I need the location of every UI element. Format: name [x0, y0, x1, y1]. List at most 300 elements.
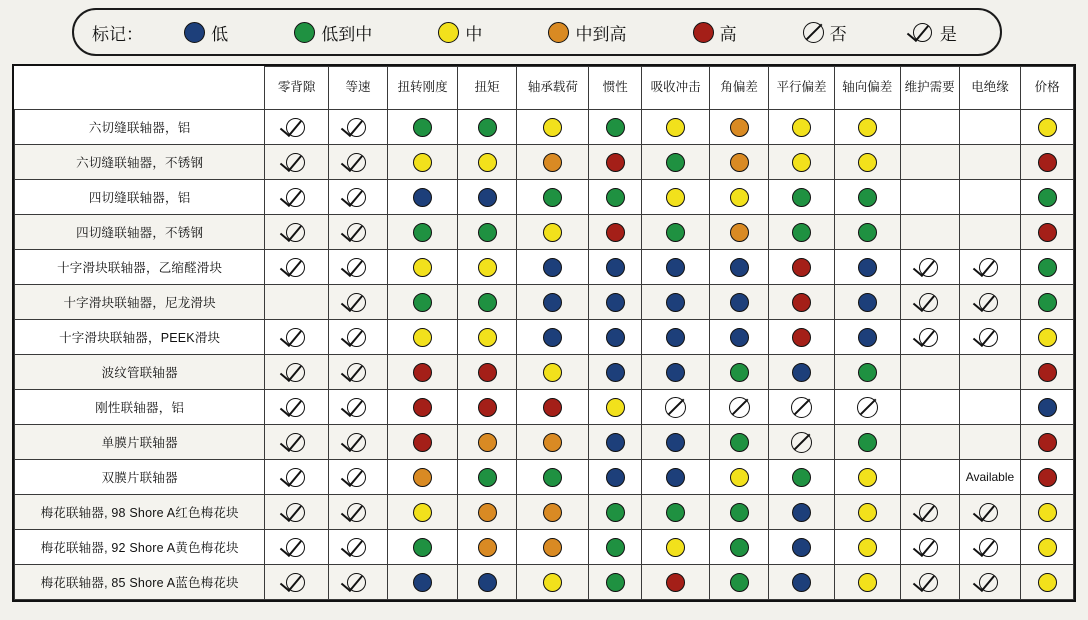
- cell-rating-low_mid: [834, 215, 900, 250]
- cell-empty: [959, 215, 1020, 250]
- cell-empty: [900, 460, 959, 495]
- rating-dot-icon: [413, 153, 432, 172]
- cell-rating-high: [388, 390, 458, 425]
- rating-dot-icon: [543, 328, 562, 347]
- yes-icon: [347, 327, 368, 348]
- yes-icon: [286, 537, 307, 558]
- rating-dot-icon: [858, 118, 877, 137]
- rating-dot-icon: [543, 363, 562, 382]
- table-row: [15, 320, 1074, 355]
- cell-rating-high: [769, 250, 835, 285]
- legend-item-label: 中到高: [575, 24, 627, 44]
- cell-empty: [959, 145, 1020, 180]
- cell-rating-low: [589, 250, 642, 285]
- cell-yes: [265, 390, 329, 425]
- cell-yes: [265, 250, 329, 285]
- rating-dot-icon: [792, 223, 811, 242]
- rating-dot-icon: [1038, 293, 1057, 312]
- rating-dot-icon: [413, 258, 432, 277]
- rating-dot-icon: [666, 538, 685, 557]
- cell-yes: [328, 285, 387, 320]
- column-header-3: 扭转刚度: [388, 67, 458, 110]
- legend-item-2: [438, 20, 482, 45]
- cell-rating-mid: [834, 530, 900, 565]
- cell-rating-mid_high: [517, 145, 589, 180]
- table-row: [15, 180, 1074, 215]
- yes-icon: [347, 432, 368, 453]
- cell-rating-mid: [1021, 530, 1074, 565]
- rating-dot-icon: [858, 188, 877, 207]
- no-icon: [803, 22, 824, 43]
- rating-dot-icon: [666, 503, 685, 522]
- table-row: [15, 565, 1074, 600]
- cell-rating-mid: [834, 110, 900, 145]
- empty-marker: [960, 110, 1020, 144]
- column-header-5: 轴承载荷: [517, 67, 589, 110]
- cell-empty: [900, 390, 959, 425]
- rating-dot-icon: [666, 153, 685, 172]
- column-header-8: 角偏差: [710, 67, 769, 110]
- cell-rating-low_mid: [1021, 250, 1074, 285]
- rating-dot-icon: [606, 328, 625, 347]
- rating-dot-icon: [413, 433, 432, 452]
- cell-yes: [265, 355, 329, 390]
- rating-dot-icon: [666, 433, 685, 452]
- cell-rating-mid_high: [517, 530, 589, 565]
- row-label: 四切缝联轴器，不锈钢: [15, 215, 265, 250]
- cell-yes: [328, 215, 387, 250]
- cell-rating-low: [642, 425, 710, 460]
- cell-rating-high: [589, 145, 642, 180]
- cell-yes: [900, 565, 959, 600]
- yes-icon: [979, 327, 1000, 348]
- cell-yes: [265, 460, 329, 495]
- cell-yes: [959, 495, 1020, 530]
- cell-yes: [328, 390, 387, 425]
- cell-rating-high: [1021, 215, 1074, 250]
- rating-dot-icon: [606, 573, 625, 592]
- table-row: [15, 530, 1074, 565]
- legend-item-label: 否: [829, 24, 847, 44]
- cell-rating-low_mid: [589, 565, 642, 600]
- cell-no: [710, 390, 769, 425]
- cell-rating-low_mid: [710, 495, 769, 530]
- cell-yes: [328, 460, 387, 495]
- cell-rating-low: [642, 285, 710, 320]
- cell-rating-low_mid: [388, 215, 458, 250]
- cell-rating-low: [769, 530, 835, 565]
- rating-dot-icon: [478, 398, 497, 417]
- row-label: 梅花联轴器, 92 Shore A黄色梅花块: [15, 530, 265, 565]
- yes-icon: [286, 397, 307, 418]
- rating-dot-icon: [792, 328, 811, 347]
- comparison-table: [14, 66, 1074, 600]
- table-body: [15, 110, 1074, 600]
- table-row: [15, 495, 1074, 530]
- column-header-9: 平行偏差: [769, 67, 835, 110]
- no-icon: [729, 397, 750, 418]
- yes-icon: [979, 537, 1000, 558]
- cell-rating-low: [642, 250, 710, 285]
- cell-rating-mid: [834, 565, 900, 600]
- cell-yes: [265, 180, 329, 215]
- cell-rating-high: [388, 425, 458, 460]
- rating-dot-icon: [1038, 223, 1057, 242]
- rating-dot-icon: [543, 293, 562, 312]
- cell-empty: [900, 145, 959, 180]
- table-row: [15, 250, 1074, 285]
- cell-rating-low_mid: [388, 110, 458, 145]
- cell-rating-low_mid: [769, 215, 835, 250]
- cell-rating-low_mid: [388, 530, 458, 565]
- cell-rating-mid_high: [710, 145, 769, 180]
- cell-yes: [265, 565, 329, 600]
- cell-rating-low: [769, 355, 835, 390]
- rating-dot-icon: [730, 363, 749, 382]
- cell-yes: [328, 425, 387, 460]
- rating-dot-icon: [606, 118, 625, 137]
- cell-rating-low_mid: [458, 110, 517, 145]
- cell-rating-low: [710, 285, 769, 320]
- rating-dot-icon: [413, 188, 432, 207]
- no-icon: [665, 397, 686, 418]
- cell-rating-low_mid: [458, 460, 517, 495]
- cell-rating-mid: [769, 145, 835, 180]
- cell-empty: [959, 425, 1020, 460]
- cell-rating-mid: [642, 180, 710, 215]
- yes-icon: [979, 292, 1000, 313]
- rating-dot-icon: [730, 293, 749, 312]
- row-label: 六切缝联轴器，不锈钢: [15, 145, 265, 180]
- table-row: [15, 460, 1074, 495]
- row-label: 梅花联轴器, 98 Shore A红色梅花块: [15, 495, 265, 530]
- cell-rating-mid: [388, 250, 458, 285]
- rating-dot-icon: [858, 538, 877, 557]
- legend-item-4: [693, 20, 737, 45]
- rating-dot-icon: [730, 328, 749, 347]
- cell-yes: [265, 530, 329, 565]
- cell-rating-low: [388, 180, 458, 215]
- row-label: 十字滑块联轴器，乙缩醛滑块: [15, 250, 265, 285]
- cell-rating-high: [458, 355, 517, 390]
- yes-icon: [286, 117, 307, 138]
- rating-dot-icon: [1038, 258, 1057, 277]
- rating-dot-icon: [543, 223, 562, 242]
- rating-dot-icon: [606, 433, 625, 452]
- rating-dot-icon: [792, 468, 811, 487]
- rating-dot-icon: [1038, 433, 1057, 452]
- empty-marker: [901, 355, 959, 389]
- cell-rating-mid_high: [458, 495, 517, 530]
- cell-rating-low_mid: [710, 530, 769, 565]
- no-icon: [791, 432, 812, 453]
- legend-dot-icon: [294, 22, 315, 43]
- cell-rating-low: [517, 285, 589, 320]
- yes-icon: [919, 572, 940, 593]
- legend-item-label: 是: [939, 24, 957, 44]
- row-label: 六切缝联轴器，铝: [15, 110, 265, 145]
- rating-dot-icon: [858, 433, 877, 452]
- yes-icon: [286, 222, 307, 243]
- rating-dot-icon: [606, 538, 625, 557]
- rating-dot-icon: [543, 433, 562, 452]
- yes-icon: [347, 502, 368, 523]
- yes-icon: [919, 292, 940, 313]
- cell-rating-low: [769, 565, 835, 600]
- cell-rating-low: [589, 460, 642, 495]
- cell-yes: [328, 565, 387, 600]
- rating-dot-icon: [543, 503, 562, 522]
- rating-dot-icon: [858, 153, 877, 172]
- rating-dot-icon: [413, 538, 432, 557]
- legend-dot-icon: [184, 22, 205, 43]
- cell-rating-mid_high: [458, 425, 517, 460]
- column-header-10: 轴向偏差: [834, 67, 900, 110]
- column-header-2: 等速: [328, 67, 387, 110]
- rating-dot-icon: [478, 503, 497, 522]
- rating-dot-icon: [606, 363, 625, 382]
- legend-item-3: [548, 20, 626, 45]
- row-label: 四切缝联轴器，铝: [15, 180, 265, 215]
- rating-dot-icon: [478, 153, 497, 172]
- cell-rating-low: [589, 425, 642, 460]
- cell-yes: [959, 320, 1020, 355]
- column-header-6: 惯性: [589, 67, 642, 110]
- no-icon: [857, 397, 878, 418]
- rating-dot-icon: [413, 118, 432, 137]
- rating-dot-icon: [606, 258, 625, 277]
- rating-dot-icon: [606, 223, 625, 242]
- column-header-13: 价格: [1021, 67, 1074, 110]
- cell-rating-low_mid: [589, 110, 642, 145]
- cell-rating-low: [834, 250, 900, 285]
- rating-dot-icon: [543, 573, 562, 592]
- legend-item-0: [184, 20, 228, 45]
- cell-no: [834, 390, 900, 425]
- rating-dot-icon: [413, 223, 432, 242]
- cell-rating-high: [642, 565, 710, 600]
- rating-dot-icon: [1038, 153, 1057, 172]
- cell-rating-mid: [458, 145, 517, 180]
- yes-icon: [347, 257, 368, 278]
- yes-icon: [919, 502, 940, 523]
- cell-rating-high: [1021, 460, 1074, 495]
- cell-yes: [328, 250, 387, 285]
- cell-yes: [959, 250, 1020, 285]
- cell-rating-low_mid: [642, 495, 710, 530]
- rating-dot-icon: [858, 573, 877, 592]
- rating-dot-icon: [792, 503, 811, 522]
- rating-dot-icon: [730, 573, 749, 592]
- cell-rating-high: [589, 215, 642, 250]
- cell-rating-low: [589, 355, 642, 390]
- row-label: 单膜片联轴器: [15, 425, 265, 460]
- rating-dot-icon: [413, 503, 432, 522]
- legend-item-label: 低: [211, 24, 229, 44]
- rating-dot-icon: [413, 468, 432, 487]
- rating-dot-icon: [478, 223, 497, 242]
- rating-dot-icon: [606, 398, 625, 417]
- yes-icon: [913, 22, 934, 43]
- empty-marker: [960, 180, 1020, 214]
- rating-dot-icon: [858, 258, 877, 277]
- cell-yes: [328, 180, 387, 215]
- cell-no: [642, 390, 710, 425]
- rating-dot-icon: [666, 188, 685, 207]
- rating-dot-icon: [606, 188, 625, 207]
- cell-rating-mid: [710, 460, 769, 495]
- cell-rating-low_mid: [388, 285, 458, 320]
- cell-rating-low_mid: [589, 530, 642, 565]
- rating-dot-icon: [478, 538, 497, 557]
- cell-text: Available: [959, 460, 1020, 495]
- yes-icon: [286, 257, 307, 278]
- cell-rating-high: [388, 355, 458, 390]
- cell-yes: [328, 495, 387, 530]
- rating-dot-icon: [478, 258, 497, 277]
- rating-dot-icon: [666, 573, 685, 592]
- no-icon: [791, 397, 812, 418]
- legend-dot-icon: [693, 22, 714, 43]
- cell-yes: [265, 145, 329, 180]
- cell-yes: [328, 145, 387, 180]
- cell-yes: [265, 495, 329, 530]
- legend-dot-icon: [438, 22, 459, 43]
- row-label: 十字滑块联轴器，PEEK滑块: [15, 320, 265, 355]
- cell-empty: [900, 425, 959, 460]
- legend-item-6: [913, 20, 957, 45]
- cell-yes: [900, 285, 959, 320]
- cell-rating-low: [517, 320, 589, 355]
- rating-dot-icon: [666, 118, 685, 137]
- rating-dot-icon: [543, 398, 562, 417]
- empty-marker: [960, 425, 1020, 459]
- yes-icon: [347, 572, 368, 593]
- column-header-1: 零背隙: [265, 67, 329, 110]
- yes-icon: [347, 362, 368, 383]
- empty-marker: [901, 425, 959, 459]
- cell-rating-mid: [458, 250, 517, 285]
- cell-empty: [900, 215, 959, 250]
- rating-dot-icon: [1038, 398, 1057, 417]
- legend-item-label: 高: [719, 24, 737, 44]
- cell-rating-mid: [458, 320, 517, 355]
- rating-dot-icon: [858, 468, 877, 487]
- rating-dot-icon: [478, 328, 497, 347]
- table-row: [15, 285, 1074, 320]
- cell-rating-low_mid: [458, 215, 517, 250]
- empty-marker: [960, 390, 1020, 424]
- cell-rating-low_mid: [1021, 285, 1074, 320]
- row-label: 梅花联轴器, 85 Shore A蓝色梅花块: [15, 565, 265, 600]
- empty-marker: [901, 180, 959, 214]
- cell-yes: [900, 495, 959, 530]
- rating-dot-icon: [730, 503, 749, 522]
- yes-icon: [347, 467, 368, 488]
- rating-dot-icon: [792, 258, 811, 277]
- cell-rating-low_mid: [834, 180, 900, 215]
- yes-icon: [919, 257, 940, 278]
- yes-icon: [286, 152, 307, 173]
- cell-empty: [959, 390, 1020, 425]
- cell-empty: [959, 355, 1020, 390]
- column-header-7: 吸收冲击: [642, 67, 710, 110]
- yes-icon: [347, 152, 368, 173]
- cell-rating-mid: [834, 460, 900, 495]
- rating-dot-icon: [606, 468, 625, 487]
- cell-rating-high: [769, 320, 835, 355]
- rating-dot-icon: [543, 538, 562, 557]
- cell-rating-low_mid: [1021, 180, 1074, 215]
- empty-marker: [901, 145, 959, 179]
- cell-rating-low: [388, 565, 458, 600]
- rating-dot-icon: [478, 573, 497, 592]
- cell-rating-low_mid: [769, 460, 835, 495]
- rating-dot-icon: [1038, 328, 1057, 347]
- cell-rating-low_mid: [710, 425, 769, 460]
- cell-rating-low: [458, 565, 517, 600]
- cell-rating-high: [458, 390, 517, 425]
- rating-dot-icon: [1038, 468, 1057, 487]
- rating-dot-icon: [858, 503, 877, 522]
- cell-rating-low_mid: [769, 180, 835, 215]
- empty-marker: [901, 110, 959, 144]
- cell-rating-mid: [642, 110, 710, 145]
- cell-yes: [328, 530, 387, 565]
- cell-rating-low_mid: [834, 425, 900, 460]
- cell-rating-mid_high: [517, 495, 589, 530]
- cell-rating-mid: [1021, 565, 1074, 600]
- matrix-table-wrap: [12, 64, 1076, 602]
- cell-rating-low: [642, 355, 710, 390]
- empty-marker: [265, 285, 328, 319]
- rating-dot-icon: [730, 223, 749, 242]
- cell-yes: [328, 355, 387, 390]
- cell-yes: [959, 565, 1020, 600]
- rating-dot-icon: [413, 398, 432, 417]
- rating-dot-icon: [858, 328, 877, 347]
- rating-dot-icon: [1038, 363, 1057, 382]
- rating-dot-icon: [666, 468, 685, 487]
- cell-yes: [959, 285, 1020, 320]
- cell-rating-low: [642, 460, 710, 495]
- cell-yes: [328, 110, 387, 145]
- rating-dot-icon: [1038, 118, 1057, 137]
- rating-dot-icon: [413, 363, 432, 382]
- cell-rating-low_mid: [710, 565, 769, 600]
- table-row: [15, 110, 1074, 145]
- empty-marker: [960, 355, 1020, 389]
- cell-empty: [265, 285, 329, 320]
- cell-rating-low: [458, 180, 517, 215]
- rating-dot-icon: [792, 293, 811, 312]
- cell-rating-mid: [1021, 495, 1074, 530]
- cell-rating-high: [1021, 145, 1074, 180]
- cell-empty: [959, 110, 1020, 145]
- cell-rating-mid: [1021, 110, 1074, 145]
- legend-item-1: [294, 20, 372, 45]
- rating-dot-icon: [413, 328, 432, 347]
- legend-item-label: 低到中: [321, 24, 373, 44]
- cell-rating-low: [710, 250, 769, 285]
- cell-rating-low_mid: [710, 355, 769, 390]
- rating-dot-icon: [1038, 573, 1057, 592]
- cell-rating-mid: [769, 110, 835, 145]
- table-row: [15, 145, 1074, 180]
- cell-rating-high: [517, 390, 589, 425]
- column-header-4: 扭矩: [458, 67, 517, 110]
- cell-no: [769, 390, 835, 425]
